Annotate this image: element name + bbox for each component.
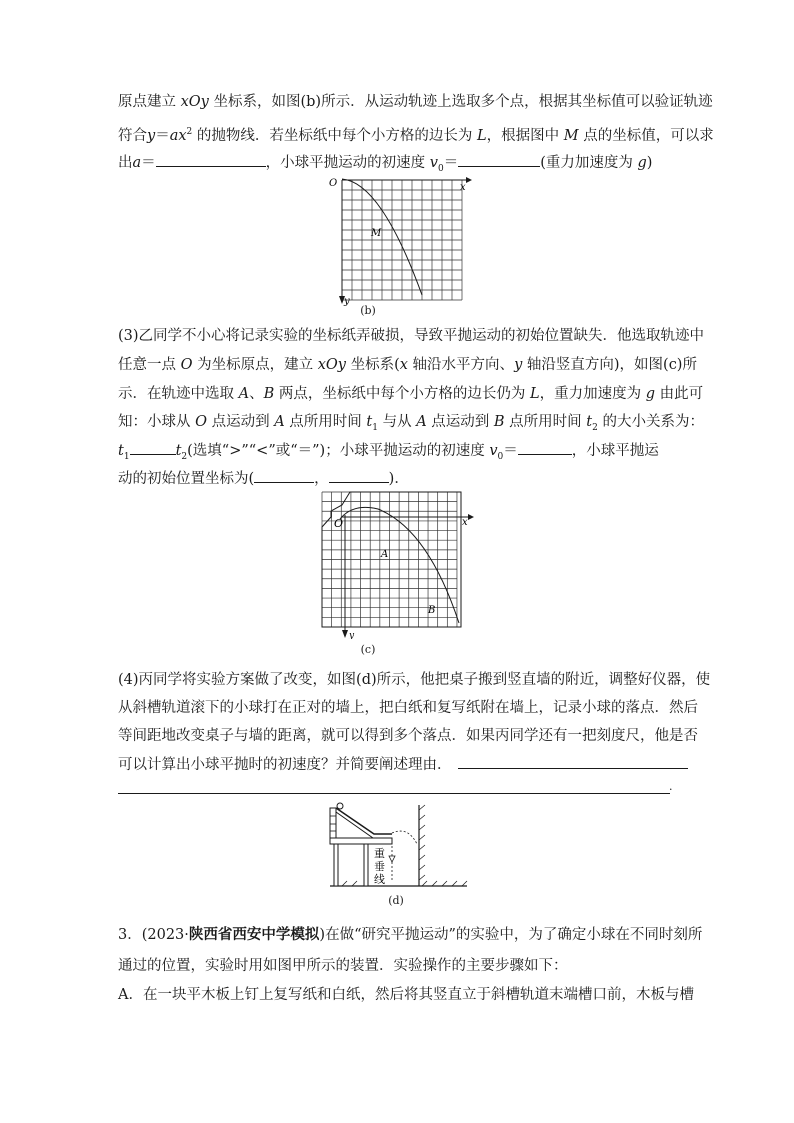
text-line: 任意一点 O 为坐标原点，建立 xOy 坐标系(x 轴沿水平方向、y 轴沿竖直方向)，如图(c)所 <box>118 357 697 373</box>
trajectory-curve <box>340 507 459 623</box>
table-leg <box>364 844 368 886</box>
x-axis-label: x <box>462 517 468 528</box>
inclined-track <box>336 808 392 834</box>
text-line: 出a＝ ，小球平抛运动的初速度 $v_0=$ (重力加速度为 g) <box>118 155 653 174</box>
x-axis-label: x <box>460 182 466 193</box>
origin-label: O <box>334 517 344 530</box>
table-top <box>330 838 392 844</box>
figure-c <box>318 489 478 643</box>
answer-blank-x0[interactable] <box>254 469 314 483</box>
plumb-label-3: 线 <box>374 873 385 886</box>
origin-label: O <box>329 178 338 189</box>
text-line: 从斜槽轨道滚下的小球打在正对的墙上，把白纸和复写纸附在墙上，记录小球的落点．然后 <box>118 700 698 716</box>
text-line: 通过的位置，实验时用如图甲所示的装置．实验操作的主要步骤如下： <box>118 958 568 974</box>
answer-line[interactable] <box>118 793 670 794</box>
figure-c-caption: (c) <box>360 643 376 656</box>
answer-line-end: . <box>669 780 673 793</box>
point-a-label: A <box>381 549 389 560</box>
answer-blank-y0[interactable] <box>329 469 389 483</box>
y-axis-label: y <box>344 296 350 307</box>
text-line: 等间距地改变桌子与墙的距离，就可以得到多个落点．如果丙同学还有一把刻度尺，他是否 <box>118 728 698 744</box>
ball-icon <box>337 803 343 809</box>
text-line: 示．在轨迹中选取 A、B 两点，坐标纸中每个小方格的边长仍为 L，重力加速度为 g 由此可 <box>118 386 704 402</box>
ramp-stand <box>330 808 336 838</box>
figure-b-caption: (b) <box>360 304 376 317</box>
text-line: (3)乙同学不小心将记录实验的坐标纸弄破损，导致平抛运动的初始位置缺失．他选取轨迹中 <box>118 328 705 344</box>
text-line: 原点建立 xOy 坐标系，如图(b)所示．从运动轨迹上选取多个点，根据其坐标值可以验证轨迹 <box>118 94 713 110</box>
answer-blank-v0-2[interactable] <box>518 441 572 455</box>
ball-trajectory <box>392 831 417 844</box>
answer-blank-compare[interactable] <box>130 441 176 455</box>
point-m-label: M <box>371 228 382 239</box>
figure-d <box>322 800 472 899</box>
plumb-label-1: 重 <box>374 847 385 860</box>
answer-blank-a[interactable] <box>156 153 266 167</box>
text-line: 动的初始位置坐标为( ， )． <box>118 471 409 487</box>
y-axis-label: y <box>349 631 355 639</box>
plumb-label-2: 垂 <box>374 860 385 873</box>
text-line: $t_1$ $t_2$(选填“>”“<”或“＝”)；小球平抛运动的初速度 $v_0=$ ，小球平抛运 <box>118 443 659 462</box>
text-line: 3．(2023·陕西省西安中学模拟)在做“研究平抛运动”的实验中，为了确定小球在不同时刻所 <box>118 926 703 943</box>
text-line: (4)丙同学将实验方案做了改变，如图(d)所示，他把桌子搬到竖直墙的附近，调整好仪器，使 <box>118 672 711 688</box>
answer-blank-v0[interactable] <box>458 153 540 167</box>
point-b-label: B <box>428 605 436 616</box>
text-line: 符合$y=ax^2$ 的抛物线．若坐标纸中每个小方格的边长为 L，根据图中 M 点的坐标值，可以求 <box>118 127 714 144</box>
text-line: A．在一块平木板上钉上复写纸和白纸，然后将其竖直立于斜槽轨道末端槽口前，木板与槽 <box>118 987 694 1003</box>
figure-d-caption: (d) <box>388 894 404 907</box>
answer-blank-reason[interactable] <box>458 755 688 769</box>
text-line: 可以计算出小球平抛时的初速度？并简要阐述理由． <box>118 755 688 774</box>
plumb-bob <box>389 856 395 862</box>
text-line: 知：小球从 O 点运动到 A 点所用时间 $t_1$ 与从 A 点运动到 B 点所用时间 $t_2$ 的大小关系为： <box>118 414 704 433</box>
table-leg <box>334 844 338 886</box>
